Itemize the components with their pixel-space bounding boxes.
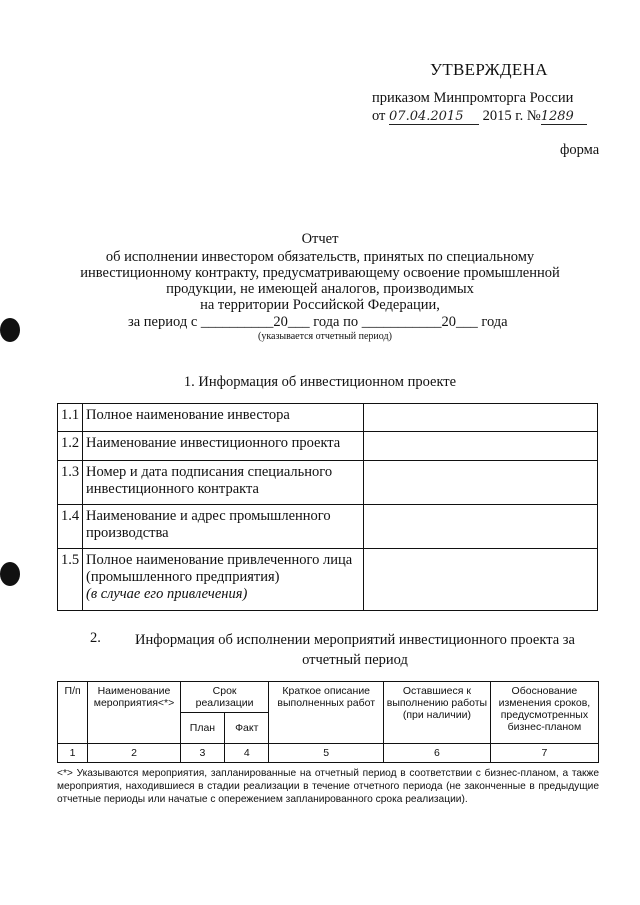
row-label: Полное наименование инвестора — [83, 404, 364, 432]
order-year: 2015 г. № — [482, 108, 541, 124]
table-row — [58, 461, 598, 505]
investment-project-info-table — [57, 403, 598, 611]
table-row — [58, 549, 598, 611]
order-date-handwritten: 07.04.2015 — [389, 109, 479, 125]
row-number: 1.4 — [58, 505, 83, 549]
report-subtitle-line-1: об исполнении инвестором обязательств, принятых по специальному — [105, 249, 535, 265]
section-1-heading: 1. Информация об инвестиционном проекте — [183, 374, 457, 390]
punch-hole-top — [0, 318, 20, 342]
col-header-name: Наименование мероприятия<*> — [88, 682, 181, 744]
column-number: 3 — [180, 744, 224, 763]
order-date-line — [372, 108, 587, 125]
row-number: 1.1 — [58, 404, 83, 432]
table-row — [58, 432, 598, 461]
row-value — [364, 461, 598, 505]
report-subtitle-line-4: на территории Российской Федерации, — [200, 297, 440, 313]
order-from: от — [372, 108, 386, 124]
report-subtitle-line-3: продукции, не имеющей аналогов, производимых — [166, 281, 474, 297]
row-label: Наименование инвестиционного проекта — [83, 432, 364, 461]
section-2-heading: Информация об исполнении мероприятий инвестиционного проекта за отчетный период — [135, 632, 575, 668]
reporting-period-note: (указывается отчетный период) — [258, 331, 392, 342]
row-label: Наименование и адрес промышленного производства — [83, 505, 364, 549]
report-title: Отчет — [301, 231, 339, 247]
punch-hole-bottom — [0, 562, 20, 586]
column-number: 4 — [225, 744, 269, 763]
col-header-description: Краткое описание выполненных работ — [269, 682, 384, 744]
col-header-justification: Обоснование изменения сроков, предусмотренных бизнес-планом — [490, 682, 598, 744]
column-number: 6 — [384, 744, 491, 763]
row-label-note: (в случае его привлечения) — [86, 586, 248, 602]
order-number-handwritten: 1289 — [541, 109, 587, 125]
col-header-remaining: Оставшиеся к выполнению работы (при наличии) — [384, 682, 491, 744]
row-number: 1.5 — [58, 549, 83, 611]
approved-stamp-text: УТВЕРЖДЕНА — [430, 60, 548, 79]
col-header-deadline: Срок реализации — [180, 682, 269, 713]
col-header-num: П/п — [58, 682, 88, 744]
row-value — [364, 549, 598, 611]
row-label-cell — [83, 549, 364, 611]
col-header-fact: Факт — [225, 713, 269, 744]
project-activities-table — [57, 681, 599, 763]
row-label: Номер и дата подписания специального инвестиционного контракта — [83, 461, 364, 505]
row-value — [364, 505, 598, 549]
form-label: форма — [560, 142, 600, 158]
column-number: 5 — [269, 744, 384, 763]
footnote: <*> Указываются мероприятия, запланированные на отчетный период в соответствии с бизнес-планом, а также мероприятия, находившиеся в стадии реализации в течение отчетного периода (не законченные в предыдущие отчетные периоды или начатые с опережением запланированного срока реализации). — [57, 768, 599, 805]
row-number: 1.3 — [58, 461, 83, 505]
table-header-row — [58, 682, 599, 713]
column-number: 7 — [490, 744, 598, 763]
row-label: Полное наименование привлеченного лица (промышленного предприятия) — [86, 552, 353, 585]
reporting-period: за период с __________20___ года по ___________20___ года — [128, 314, 508, 330]
report-subtitle-line-2: инвестиционному контракту, предусматривающему освоение промышленной — [80, 265, 560, 281]
row-value — [364, 432, 598, 461]
column-numbers-row — [58, 744, 599, 763]
col-header-plan: План — [180, 713, 224, 744]
section-2-number: 2. — [90, 630, 101, 646]
table-row — [58, 404, 598, 432]
table-row — [58, 505, 598, 549]
row-number: 1.2 — [58, 432, 83, 461]
row-value — [364, 404, 598, 432]
column-number: 1 — [58, 744, 88, 763]
order-line: приказом Минпромторга России — [372, 90, 574, 106]
column-number: 2 — [88, 744, 181, 763]
